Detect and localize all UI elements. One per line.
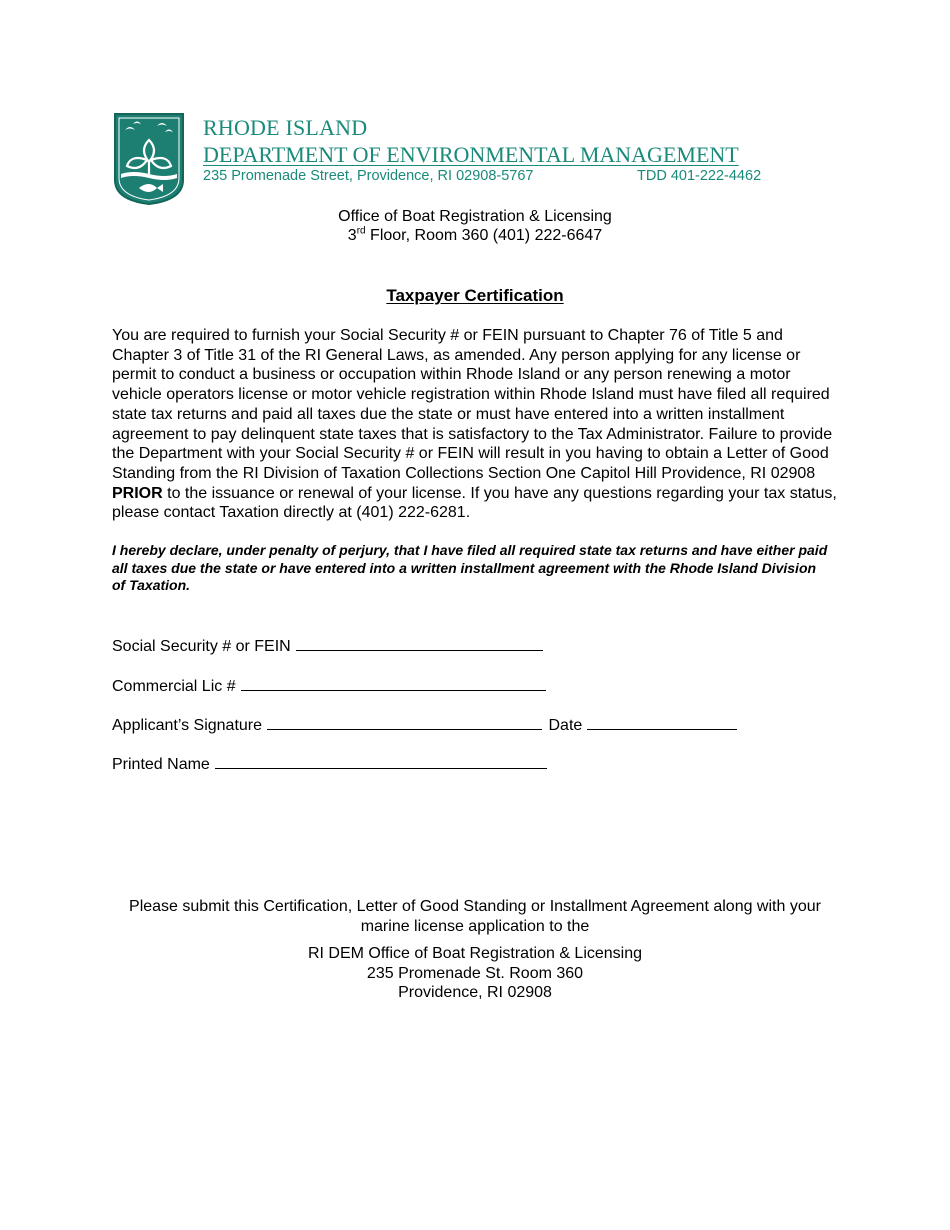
commercial-lic-label: Commercial Lic # (112, 678, 236, 695)
agency-contact (203, 168, 773, 184)
agency-state: RHODE ISLAND (203, 115, 368, 140)
paragraph-text-before: You are required to furnish your Social Security # or FEIN pursuant to Chapter 76 of Title 5 and Chapter 3 of Title 31 of the RI General Laws, as amended. Any person applying for any license or permit to conduct a business or occupation within Rhode Island or any person renewing a motor vehicle operators license or motor vehicle registration within Rhode Island must have filed all required state tax returns and paid all taxes due the state or must have entered into a written installment agreement to pay delinquent state taxes that is satisfactory to the Tax Administrator. Failure to provide the Department with your Social Security # or FEIN will result in you having to obtain a Letter of Good Standing from the RI Division of Taxation Collections Section One Capitol Hill Providence, RI 02908 (112, 327, 833, 482)
agency-name (203, 115, 739, 169)
mailing-address-line2: 235 Promenade St. Room 360 (366, 964, 584, 982)
submission-instructions (0, 897, 950, 1003)
ssn-label: Social Security # or FEIN (112, 638, 291, 655)
agency-tdd: TDD 401-222-4462 (637, 168, 762, 184)
date-input-line[interactable] (587, 714, 737, 730)
office-location (0, 226, 950, 245)
agency-address: 235 Promenade Street, Providence, RI 02908-5767 (203, 168, 534, 184)
commercial-lic-input-line[interactable] (241, 675, 546, 691)
document-title-text: Taxpayer Certification (386, 286, 564, 305)
office-floor-suffix: rd (356, 225, 366, 237)
paragraph-text-after: to the issuance or renewal of your license. If you have any questions regarding your tax status, please contact Taxation directly at (401) 222-6281. (112, 484, 837, 522)
signature-field-row (112, 714, 737, 735)
ssn-input-line[interactable] (296, 635, 543, 651)
printed-name-field-row (112, 753, 547, 774)
ri-dem-logo-icon (113, 112, 185, 206)
printed-name-input-line[interactable] (215, 753, 547, 769)
document-title (0, 286, 950, 306)
instructions-paragraph (112, 326, 840, 523)
mailing-address (0, 944, 950, 1003)
commercial-lic-field-row (112, 675, 546, 696)
perjury-declaration: I hereby declare, under penalty of perjury, that I have filed all required state tax returns and have either paid all taxes due the state or have entered into a written installment agreement with the Rhode Island Division of Taxation. (112, 542, 828, 593)
signature-label: Applicant’s Signature (112, 717, 263, 734)
office-name: Office of Boat Registration & Licensing (338, 208, 612, 225)
agency-department: DEPARTMENT OF ENVIRONMENTAL MANAGEMENT (203, 142, 739, 167)
office-info (0, 207, 950, 245)
signature-input-line[interactable] (267, 714, 542, 730)
ssn-field-row (112, 635, 543, 656)
date-label: Date (548, 717, 583, 734)
office-room-phone: Floor, Room 360 (401) 222-6647 (365, 227, 603, 244)
paragraph-bold-prior: PRIOR (112, 484, 163, 502)
printed-name-label: Printed Name (112, 756, 210, 773)
mailing-address-line1: RI DEM Office of Boat Registration & Licensing (307, 945, 643, 962)
submission-text: Please submit this Certification, Letter of Good Standing or Installment Agreement along with your marine license application to the (129, 898, 821, 935)
office-floor-number: 3 (347, 227, 357, 244)
mailing-address-line3: Providence, RI 02908 (398, 984, 552, 1001)
